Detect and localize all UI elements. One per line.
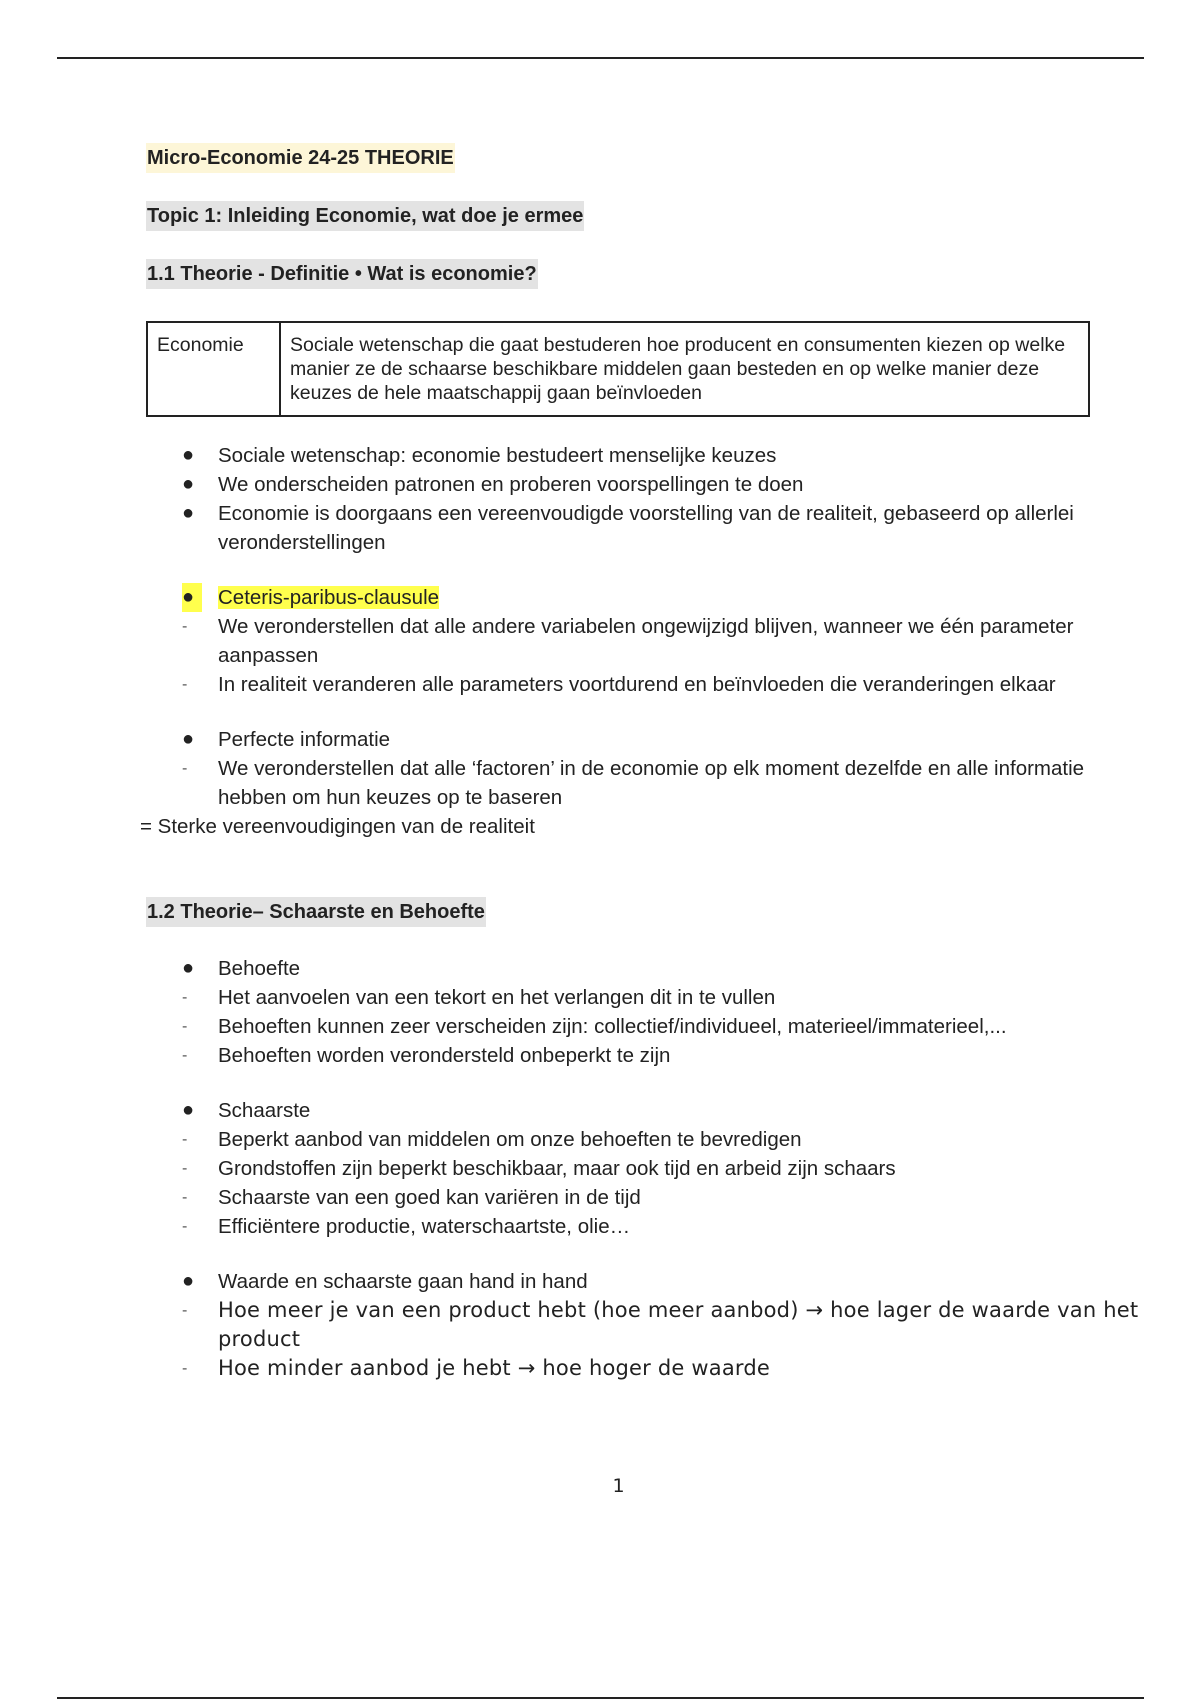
dash-icon: - xyxy=(182,1189,188,1206)
definition-term: Economie xyxy=(147,322,280,416)
list-item: - Behoeften kunnen zeer verscheiden zijn: collectief/individueel, materieel/immaterieel,... xyxy=(146,1012,1146,1041)
dash-icon: - xyxy=(182,1218,188,1235)
definition-table xyxy=(146,321,1090,417)
list-item: ● Economie is doorgaans een vereenvoudigde voorstelling van de realiteit, gebaseerd op allerlei veronderstellingen xyxy=(146,499,1146,557)
dash-icon: - xyxy=(182,1047,188,1064)
topic-heading: Topic 1: Inleiding Economie, wat doe je ermee xyxy=(146,201,584,231)
section-1-heading: 1.1 Theorie - Definitie • Wat is economie? xyxy=(146,259,538,289)
footer-rule xyxy=(57,1697,1144,1699)
list-item: - Hoe meer je van een product hebt (hoe meer aanbod) → hoe lager de waarde van het product xyxy=(182,1298,1139,1351)
list-item: - Hoe minder aanbod je hebt → hoe hoger de waarde xyxy=(146,1354,1146,1383)
list-item: ● Waarde en schaarste gaan hand in hand xyxy=(146,1267,1146,1296)
dash-icon: - xyxy=(182,1360,188,1377)
bullet-icon: ● xyxy=(182,1099,195,1121)
waarde-list xyxy=(146,1267,1146,1383)
dash-icon: - xyxy=(182,1131,188,1148)
dash-icon: - xyxy=(182,1160,188,1177)
title-row xyxy=(146,143,1146,173)
list-item: - Schaarste van een goed kan variëren in de tijd xyxy=(146,1183,1146,1212)
list-item: - Grondstoffen zijn beperkt beschikbaar, maar ook tijd en arbeid zijn schaars xyxy=(146,1154,1146,1183)
bullet-icon: ● xyxy=(182,502,195,524)
schaarste-list xyxy=(146,1096,1146,1241)
list-item: - Beperkt aanbod van middelen om onze behoeften te bevredigen xyxy=(146,1125,1146,1154)
list-item: ● Sociale wetenschap: economie bestudeert menselijke keuzes xyxy=(146,441,1146,470)
dash-icon: - xyxy=(182,760,188,777)
section-1-bullets xyxy=(146,441,1146,557)
behoefte-list xyxy=(146,954,1146,1070)
list-item: - In realiteit veranderen alle parameters voortdurend en beïnvloeden die veranderingen elkaar xyxy=(146,670,1146,699)
header-rule xyxy=(57,57,1144,59)
dash-icon: - xyxy=(182,1302,188,1319)
summary-line: = Sterke vereenvoudigingen van de realiteit xyxy=(140,815,535,838)
highlighted-term: Ceteris-paribus-clausule xyxy=(218,586,440,609)
dash-icon: - xyxy=(182,1018,188,1035)
list-item: ● We onderscheiden patronen en proberen voorspellingen te doen xyxy=(146,470,1146,499)
bullet-icon: ● xyxy=(182,583,202,612)
document-title: Micro-Economie 24-25 THEORIE xyxy=(146,143,455,173)
perfect-information-list xyxy=(146,725,1146,812)
list-item: - Het aanvoelen van een tekort en het verlangen dit in te vullen xyxy=(146,983,1146,1012)
list-item: ● Perfecte informatie xyxy=(146,725,1146,754)
dash-icon: - xyxy=(182,989,188,1006)
list-item: - We veronderstellen dat alle ‘factoren’ in de economie op elk moment dezelfde en alle informatie hebben om hun keuzes op te baseren xyxy=(146,754,1146,812)
bullet-icon: ● xyxy=(182,957,195,979)
page-number: 1 xyxy=(612,1475,625,1497)
list-item: - We veronderstellen dat alle andere variabelen ongewijzigd blijven, wanneer we één parameter aanpassen xyxy=(146,612,1146,670)
section-1-row xyxy=(146,259,1146,289)
definition-text: Sociale wetenschap die gaat bestuderen hoe producent en consumenten kiezen op welke manier ze de schaarse beschikbare middelen gaan besteden en op welke manier deze keuzes de hele maatschappij gaan beïnvloeden xyxy=(280,322,1089,416)
dash-icon: - xyxy=(182,618,188,635)
section-2-row xyxy=(146,897,1146,927)
list-item: ● Behoefte xyxy=(146,954,1146,983)
definition-row xyxy=(147,322,1089,416)
ceteris-paribus-list xyxy=(146,583,1146,699)
bullet-icon: ● xyxy=(182,728,195,750)
bullet-icon: ● xyxy=(182,444,195,466)
section-2-heading: 1.2 Theorie– Schaarste en Behoefte xyxy=(146,897,486,927)
bullet-icon: ● xyxy=(182,1270,195,1292)
dash-icon: - xyxy=(182,676,188,693)
list-item: - Efficiëntere productie, waterschaartste, olie… xyxy=(146,1212,1146,1241)
list-item: ● Schaarste xyxy=(146,1096,1146,1125)
topic-row xyxy=(146,201,1146,231)
document-body xyxy=(140,143,1146,1383)
list-item xyxy=(146,583,1146,612)
bullet-icon: ● xyxy=(182,473,195,495)
list-item: - Behoeften worden verondersteld onbeperkt te zijn xyxy=(146,1041,1146,1070)
